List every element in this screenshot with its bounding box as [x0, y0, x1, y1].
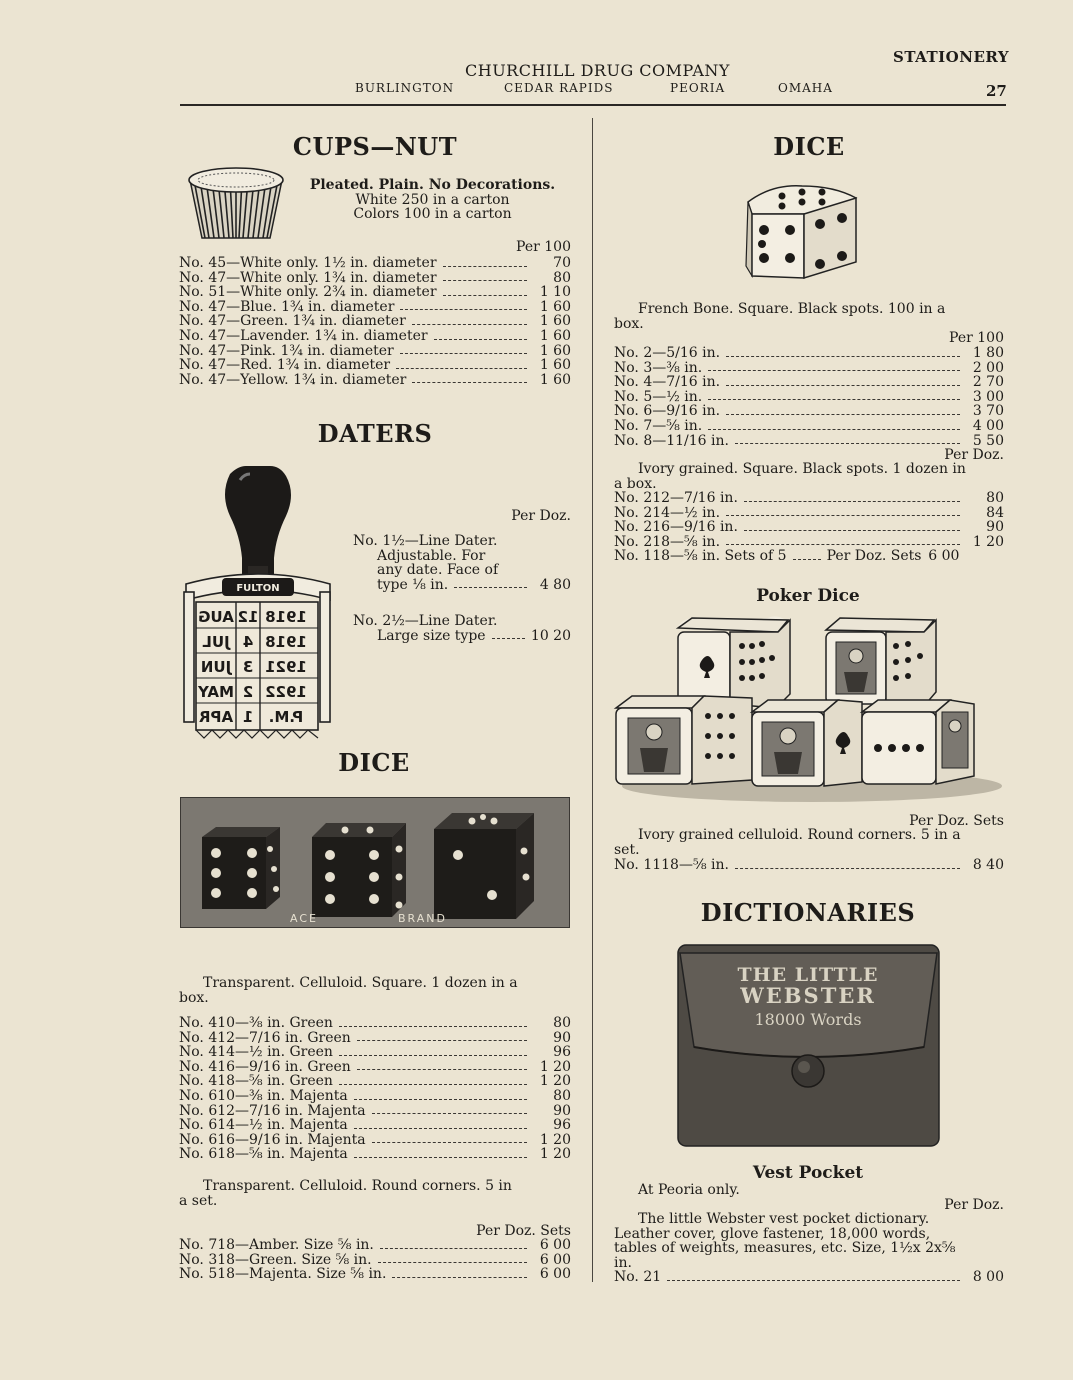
item-price: 1 60	[539, 327, 571, 344]
cups-nut-title: CUPS—NUT	[292, 132, 458, 161]
cups-nut-price-list	[179, 256, 571, 387]
item-price: 4 80	[539, 576, 571, 593]
item-label: No. 47—Green. 1¾ in. diameter	[179, 313, 406, 330]
dater-item-1	[353, 534, 571, 592]
stamp-band-text: P.M.	[268, 708, 304, 726]
city-omaha: OMAHA	[778, 81, 833, 95]
price-row	[179, 1045, 571, 1060]
item-label: No. 47—Blue. 1¾ in. diameter	[179, 298, 395, 315]
item-label: No. 8—11/16 in.	[614, 432, 729, 449]
item-label: No. 610—⅜ in. Majenta	[179, 1087, 348, 1104]
dater-line: No. 1½—Line Dater.	[353, 533, 498, 549]
leader-dots	[726, 385, 960, 386]
item-price: 1 10	[539, 284, 571, 301]
leader-dots	[735, 868, 960, 869]
leader-dots	[354, 1128, 527, 1129]
dictionaries-title: DICTIONARIES	[700, 898, 916, 927]
stamp-band-text: MAY	[198, 683, 234, 701]
price-row	[179, 373, 571, 388]
leader-dots	[735, 443, 960, 444]
item-price: 80	[553, 269, 571, 286]
poker-dice-price-list	[614, 858, 1004, 873]
leader-dots	[443, 266, 527, 267]
stamp-band-text: 1918	[265, 633, 307, 651]
stamp-band-text: 1921	[265, 658, 307, 676]
item-label: No. 410—⅜ in. Green	[179, 1015, 333, 1031]
leader-dots	[454, 587, 527, 588]
stamp-band-text: 1	[242, 708, 254, 726]
item-price: 1 60	[539, 313, 571, 330]
item-label: No. 214—½ in.	[614, 504, 721, 521]
leader-dots	[744, 501, 960, 502]
item-price: 80	[986, 490, 1004, 506]
dice-right-unit-2: Per Doz.	[944, 447, 1004, 463]
item-label: No. 318—Green. Size ⅝ in.	[179, 1251, 372, 1268]
item-price: 10 20	[530, 627, 571, 644]
leader-dots	[339, 1055, 527, 1056]
price-row	[614, 346, 1004, 361]
cover-line: THE LITTLE	[737, 964, 879, 986]
dice-right-description-2: Ivory grained. Square. Black spots. 1 dozen in a box.	[614, 461, 966, 492]
leader-dots	[400, 309, 527, 310]
item-price: 1 60	[539, 298, 571, 315]
item-price: 80	[553, 1015, 571, 1031]
price-row	[614, 404, 1004, 419]
city-cedar-rapids: CEDAR RAPIDS	[504, 81, 614, 95]
item-price: 1 20	[539, 1058, 571, 1075]
price-row	[179, 344, 571, 359]
leader-dots	[708, 429, 960, 430]
dater-line: any date. Face of	[377, 562, 499, 578]
item-price: 90	[553, 1029, 571, 1046]
price-row	[179, 285, 571, 300]
dater-line: No. 2½—Line Dater.	[353, 613, 498, 629]
item-price: 1 60	[539, 342, 571, 359]
item-price: 80	[553, 1087, 571, 1104]
price-row	[179, 1267, 571, 1282]
item-label: No. 47—Yellow. 1¾ in. diameter	[179, 371, 407, 388]
cover-line: 18000 Words	[754, 1010, 862, 1029]
item-price: 90	[986, 519, 1004, 536]
price-row	[179, 1031, 571, 1046]
item-price: 1 20	[539, 1146, 571, 1163]
item-label: No. 614—½ in. Majenta	[179, 1117, 348, 1134]
price-row	[614, 520, 1004, 535]
leader-dots	[400, 353, 527, 354]
stamp-band-text: 4	[242, 633, 254, 651]
price-row	[614, 1270, 1004, 1285]
item-label: No. 3—⅜ in.	[614, 359, 703, 376]
cups-nut-description	[300, 178, 565, 222]
leader-dots	[392, 1277, 527, 1278]
header-rule	[180, 104, 1006, 106]
item-price: 1 20	[539, 1073, 571, 1090]
item-label: type ⅛ in.	[377, 576, 449, 593]
dater-item-2	[353, 614, 571, 643]
dictionaries-description: The little Webster vest pocket dictionary. Leather cover, glove fastener, 18,000 words, tables of weights, measures, etc. Size, 1½x 2x⅝ in.	[614, 1211, 956, 1271]
leader-dots	[354, 1099, 527, 1100]
leader-dots	[396, 368, 527, 369]
item-price: 84	[986, 504, 1004, 521]
dice-left-description-2: Transparent. Celluloid. Round corners. 5 in a set.	[179, 1178, 512, 1209]
item-label: No. 216—9/16 in.	[614, 519, 738, 536]
leader-dots	[443, 295, 527, 296]
dater-line: Adjustable. For	[377, 547, 486, 564]
item-label: No. 416—9/16 in. Green	[179, 1058, 351, 1075]
dice-left-description-1: Transparent. Celluloid. Square. 1 dozen in a box.	[179, 975, 518, 1006]
price-row	[353, 578, 571, 593]
item-label: No. 45—White only. 1½ in. diameter	[179, 255, 437, 271]
leader-dots	[357, 1069, 527, 1070]
item-label: No. 618—⅝ in. Majenta	[179, 1146, 348, 1163]
leader-dots	[412, 324, 527, 325]
dice-left-unit-2: Per Doz. Sets	[476, 1223, 571, 1239]
item-price: 2 00	[972, 359, 1004, 376]
stamp-brand-text: FULTON	[236, 583, 280, 594]
poker-dice-illustration	[612, 612, 1002, 802]
page-number: 27	[986, 82, 1007, 100]
banner-text-ace: ACE	[290, 912, 318, 925]
price-row	[614, 491, 1004, 506]
item-label: No. 518—Majenta. Size ⅝ in.	[179, 1266, 387, 1283]
poker-dice-title: Poker Dice	[756, 586, 860, 606]
banner-text-brand: BRAND	[398, 912, 447, 925]
leader-dots	[726, 544, 960, 545]
leader-dots	[726, 515, 960, 516]
item-price: 1 60	[539, 371, 571, 388]
nut-cup-illustration	[186, 164, 286, 244]
leader-dots	[354, 1157, 527, 1158]
cups-desc-line: Pleated. Plain. No Decorations.	[309, 177, 556, 193]
price-row	[179, 271, 571, 286]
price-row	[179, 329, 571, 344]
vest-pocket-dictionary-illustration	[676, 943, 941, 1148]
dice-right-unit-1: Per 100	[949, 330, 1004, 346]
dice-right-price-list-2	[614, 491, 1004, 564]
cover-line: WEBSTER	[740, 983, 876, 1008]
stamp-band-text: 2	[242, 683, 254, 701]
cups-unit-label: Per 100	[516, 239, 571, 255]
item-label: No. 47—White only. 1¾ in. diameter	[179, 269, 437, 286]
price-row	[614, 375, 1004, 390]
availability-note: At Peoria only.	[638, 1182, 740, 1198]
price-row	[614, 858, 1004, 873]
leader-dots	[339, 1026, 527, 1027]
item-label: No. 218—⅝ in.	[614, 533, 721, 550]
stamp-band-text: JUN	[200, 658, 232, 676]
item-label: No. 5—½ in.	[614, 388, 703, 405]
price-row	[179, 314, 571, 329]
item-label: No. 612—7/16 in. Majenta	[179, 1102, 366, 1119]
leader-dots	[357, 1040, 527, 1041]
item-label: No. 51—White only. 2¾ in. diameter	[179, 284, 437, 301]
item-price: 3 70	[972, 403, 1004, 420]
price-row	[614, 419, 1004, 434]
price-row	[179, 1016, 571, 1031]
daters-unit-label: Per Doz.	[511, 508, 571, 524]
stamp-band-text: APR	[198, 708, 234, 726]
item-label: No. 2—5/16 in.	[614, 345, 721, 361]
item-price: 6 00	[928, 548, 960, 565]
price-row	[353, 629, 571, 644]
item-label: Large size type	[377, 627, 486, 644]
price-row	[179, 1089, 571, 1104]
leader-dots	[339, 1084, 527, 1085]
dice-left-title: DICE	[338, 748, 410, 777]
item-price: 4 00	[972, 417, 1004, 434]
item-price: 96	[553, 1044, 571, 1061]
item-price: 70	[553, 255, 571, 271]
price-row	[179, 1104, 571, 1119]
dictionaries-price-list	[614, 1270, 1004, 1285]
price-row	[614, 535, 1004, 550]
french-bone-die-illustration	[742, 180, 862, 280]
item-price: 1 60	[539, 357, 571, 374]
item-label: No. 47—Pink. 1¾ in. diameter	[179, 342, 394, 359]
stamp-band-text: 12	[237, 608, 259, 626]
price-row	[179, 1118, 571, 1133]
item-price: 5 50	[972, 432, 1004, 449]
price-row	[179, 1060, 571, 1075]
item-price: 6 00	[539, 1237, 571, 1253]
item-label: No. 718—Amber. Size ⅝ in.	[179, 1237, 374, 1253]
item-price: 8 00	[972, 1269, 1004, 1285]
item-price: 6 00	[539, 1251, 571, 1268]
dice-right-title: DICE	[773, 132, 845, 161]
leader-dots	[378, 1262, 527, 1263]
leader-dots	[708, 370, 960, 371]
dice-left-price-list-1	[179, 1016, 571, 1162]
leader-dots	[793, 559, 821, 560]
price-row	[179, 1074, 571, 1089]
item-label: No. 1118—⅝ in.	[614, 857, 729, 873]
leader-dots	[412, 382, 527, 383]
stamp-band-text: 1922	[265, 683, 307, 701]
price-row	[179, 358, 571, 373]
dice-right-description-1: French Bone. Square. Black spots. 100 in a box.	[614, 301, 946, 332]
item-label: No. 412—7/16 in. Green	[179, 1029, 351, 1046]
price-row	[179, 1147, 571, 1162]
dictionaries-unit: Per Doz.	[944, 1197, 1004, 1213]
item-price: 6 00	[539, 1266, 571, 1283]
leader-dots	[372, 1113, 527, 1114]
vest-pocket-subtitle: Vest Pocket	[752, 1163, 864, 1183]
city-peoria: PEORIA	[670, 81, 726, 95]
city-burlington: BURLINGTON	[355, 81, 455, 95]
dice-right-price-list-1	[614, 346, 1004, 448]
leader-dots	[380, 1248, 527, 1249]
price-row	[614, 434, 1004, 449]
item-label: No. 4—7/16 in.	[614, 374, 721, 391]
leader-dots	[744, 530, 960, 531]
stamp-band-text: 1918	[265, 608, 307, 626]
item-price: 1 20	[972, 533, 1004, 550]
stamp-band-text: 3	[242, 658, 254, 676]
item-price: 8 40	[972, 857, 1004, 873]
item-price: 96	[553, 1117, 571, 1134]
price-row	[614, 506, 1004, 521]
poker-dice-unit: Per Doz. Sets	[909, 813, 1004, 829]
poker-dice-description: Ivory grained celluloid. Round corners. 5 in a set.	[614, 827, 961, 858]
section-label: STATIONERY	[893, 48, 1010, 66]
cups-desc-line: White 250 in a carton	[355, 191, 510, 208]
item-price: 1 20	[539, 1131, 571, 1148]
leader-dots	[726, 414, 960, 415]
column-divider	[592, 118, 593, 1282]
item-price: 2 70	[972, 374, 1004, 391]
daters-title: DATERS	[317, 419, 433, 448]
price-row	[179, 1133, 571, 1148]
item-label: No. 414—½ in. Green	[179, 1044, 333, 1061]
ace-brand-dice-illustration	[180, 797, 570, 928]
company-name: CHURCHILL DRUG COMPANY	[465, 61, 730, 80]
leader-dots	[667, 1280, 960, 1281]
stamp-band-text: JUL	[202, 633, 230, 651]
price-row	[614, 361, 1004, 376]
item-price: 3 00	[972, 388, 1004, 405]
item-price: 90	[553, 1102, 571, 1119]
leader-dots	[443, 280, 527, 281]
item-label: No. 118—⅝ in. Sets of 5	[614, 548, 787, 565]
dater-stamp-illustration	[178, 466, 338, 746]
price-row	[614, 390, 1004, 405]
leader-dots	[726, 356, 960, 357]
item-label: No. 47—Red. 1¾ in. diameter	[179, 357, 391, 374]
item-label: No. 212—7/16 in.	[614, 490, 738, 506]
leader-dots	[434, 339, 527, 340]
item-label: No. 47—Lavender. 1¾ in. diameter	[179, 327, 428, 344]
item-label: No. 616—9/16 in. Majenta	[179, 1131, 366, 1148]
set-unit-label: Per Doz. Sets	[826, 548, 922, 565]
price-row	[179, 300, 571, 315]
stamp-band-text: AUG	[198, 608, 234, 626]
item-label: No. 418—⅝ in. Green	[179, 1073, 333, 1090]
dice-left-price-list-2	[179, 1238, 571, 1282]
item-label: No. 6—9/16 in.	[614, 403, 721, 420]
price-row	[179, 1253, 571, 1268]
cups-desc-line: Colors 100 in a carton	[353, 206, 512, 222]
price-row	[614, 549, 1004, 564]
item-label: No. 7—⅝ in.	[614, 417, 703, 434]
item-label: No. 21	[614, 1269, 662, 1285]
leader-dots	[492, 638, 525, 639]
price-row	[179, 256, 571, 271]
price-row	[179, 1238, 571, 1253]
item-price: 1 80	[972, 345, 1004, 361]
leader-dots	[372, 1142, 527, 1143]
leader-dots	[708, 399, 960, 400]
